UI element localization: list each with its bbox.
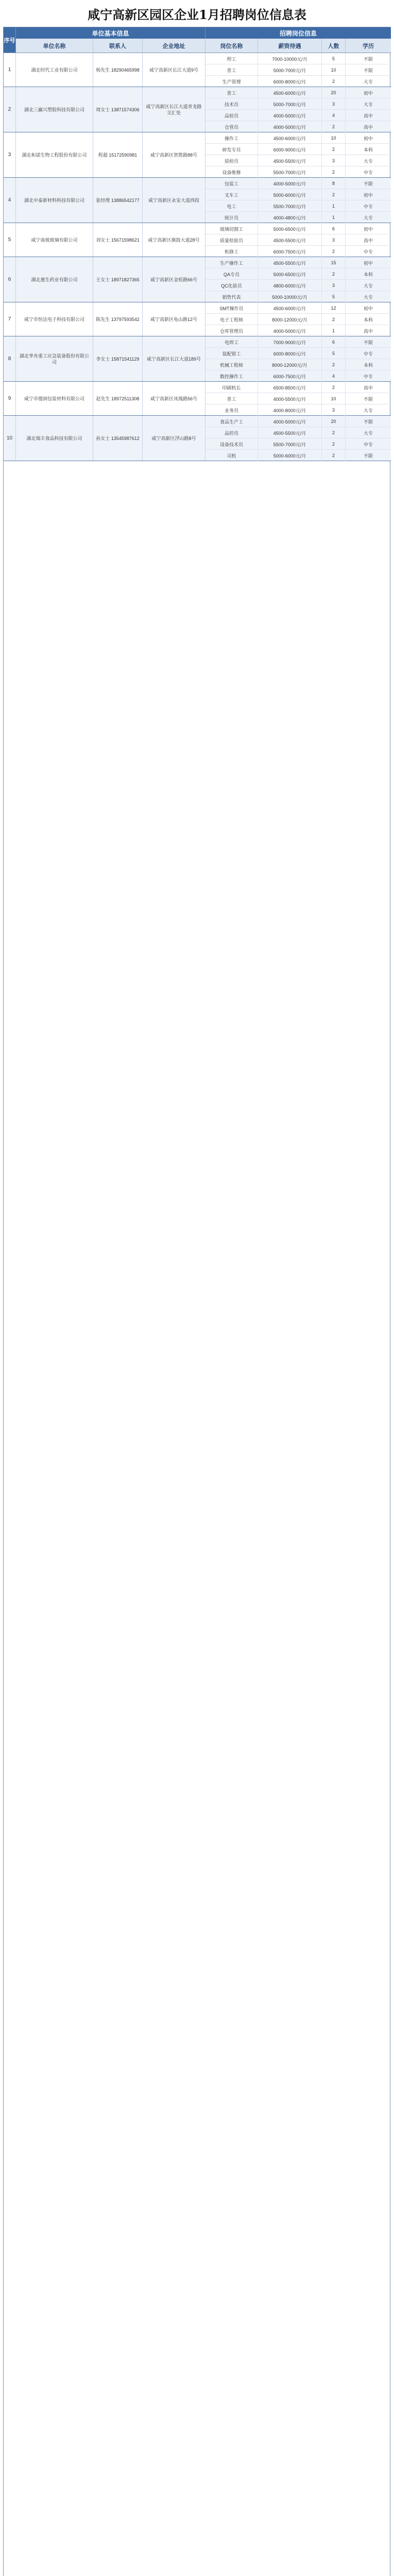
job-salary: 6000-8000元/月 — [258, 348, 322, 359]
job-row — [205, 382, 391, 393]
job-row — [205, 314, 391, 325]
job-headcount: 12 — [322, 302, 346, 314]
company-name: 咸宁市德润包装材料有限公司 — [16, 382, 93, 415]
company-contact: 杨先生 18290465998 — [93, 53, 143, 87]
company-seq: 10 — [4, 416, 16, 461]
company-address: 咸宁高新区贺胜路88号 — [143, 132, 205, 177]
job-position: 印刷机长 — [205, 382, 258, 393]
job-salary: 5000-7000元/月 — [258, 98, 322, 110]
job-headcount: 2 — [322, 189, 346, 200]
job-headcount: 4 — [322, 110, 346, 121]
company-seq: 5 — [4, 223, 16, 257]
job-salary: 7000-9000元/月 — [258, 336, 322, 348]
job-education: 不限 — [363, 67, 373, 73]
job-education: 大专 — [363, 430, 373, 436]
header-jobs-group: 招聘岗位信息 — [205, 27, 391, 39]
recruitment-table — [3, 27, 390, 2576]
company-row — [4, 382, 391, 416]
job-row — [205, 121, 391, 132]
job-row — [205, 336, 391, 348]
job-position: 数控操作工 — [205, 370, 258, 382]
job-row — [205, 438, 391, 450]
company-contact: 李女士 15871541129 — [93, 336, 143, 381]
job-salary: 5000-6500元/月 — [258, 268, 322, 280]
job-position: SMT操作员 — [205, 302, 258, 314]
job-salary: 5500-7000元/月 — [258, 166, 322, 178]
job-education: 不限 — [363, 396, 373, 402]
job-salary: 5000-7000元/月 — [258, 64, 322, 76]
job-position: 品控员 — [205, 427, 258, 438]
job-salary: 6000-7500元/月 — [258, 370, 322, 382]
job-row — [205, 416, 391, 427]
company-row — [4, 257, 391, 302]
company-name: 湖北华舟重工应急装备股份有限公司 — [16, 336, 93, 381]
job-education: 不限 — [363, 340, 373, 345]
job-position: 生产操作工 — [205, 257, 258, 268]
job-row — [205, 325, 391, 336]
job-salary: 5000-6000元/月 — [258, 450, 322, 461]
company-name: 咸宁市恒达电子科技有限公司 — [16, 302, 93, 336]
job-education: 中专 — [363, 374, 373, 379]
job-headcount: 1 — [322, 212, 346, 223]
company-name: 湖北三赢兴塑胶科技有限公司 — [16, 87, 93, 132]
company-row — [4, 223, 391, 257]
job-salary: 6000-8000元/月 — [258, 76, 322, 87]
job-salary: 4500-6000元/月 — [258, 132, 322, 144]
job-row — [205, 200, 391, 212]
job-row — [205, 393, 391, 404]
job-education: 不限 — [363, 56, 373, 62]
job-salary: 5000-6500元/月 — [258, 223, 322, 234]
job-headcount: 1 — [322, 200, 346, 212]
job-row — [205, 132, 391, 144]
job-education: 初中 — [363, 135, 373, 141]
job-headcount: 3 — [322, 155, 346, 166]
job-headcount: 6 — [322, 336, 346, 348]
header-position: 岗位名称 — [205, 39, 258, 53]
job-salary: 4500-6000元/月 — [258, 87, 322, 98]
table-body — [4, 53, 391, 461]
job-salary: 4000-5000元/月 — [258, 178, 322, 189]
job-headcount: 2 — [322, 268, 346, 280]
job-headcount: 2 — [322, 382, 346, 393]
job-position: 机械工程师 — [205, 359, 258, 370]
company-row — [4, 132, 391, 178]
company-seq: 1 — [4, 53, 16, 87]
company-name: 咸宁南玻玻璃有限公司 — [16, 223, 93, 257]
job-position: 生产管理 — [205, 76, 258, 87]
company-address: 咸宁高新区长江大道青龙路交汇处 — [143, 87, 205, 132]
job-position: 焊工 — [205, 53, 258, 64]
job-headcount: 2 — [322, 246, 346, 257]
header-education: 学历 — [346, 39, 391, 53]
job-position: QA专员 — [205, 268, 258, 280]
company-seq: 3 — [4, 132, 16, 177]
job-row — [205, 76, 391, 87]
job-row — [205, 64, 391, 76]
job-headcount: 2 — [322, 121, 346, 132]
job-headcount: 2 — [322, 359, 346, 370]
job-position: 机修工 — [205, 246, 258, 257]
job-position: 研发专员 — [205, 144, 258, 155]
job-headcount: 3 — [322, 234, 346, 246]
company-name: 湖北惠生药业有限公司 — [16, 257, 93, 302]
company-row — [4, 178, 391, 223]
job-position: 操作工 — [205, 132, 258, 144]
job-salary: 4000-4800元/月 — [258, 212, 322, 223]
job-education: 不限 — [363, 453, 373, 459]
job-education: 大专 — [363, 158, 373, 164]
job-education: 本科 — [363, 147, 373, 152]
company-contact: 陈先生 13797593542 — [93, 302, 143, 336]
company-row — [4, 336, 391, 382]
job-salary: 6500-8500元/月 — [258, 382, 322, 393]
job-headcount: 3 — [322, 98, 346, 110]
company-contact: 张经理 13886542177 — [93, 178, 143, 223]
job-education: 中专 — [363, 249, 373, 255]
company-name: 湖北中泰新材料科技有限公司 — [16, 178, 93, 223]
job-salary: 4500-5500元/月 — [258, 427, 322, 438]
company-seq: 4 — [4, 178, 16, 223]
header-address: 企业地址 — [143, 39, 205, 53]
company-address: 咸宁高新区龟山路12号 — [143, 302, 205, 336]
company-address: 咸宁高新区浮山路8号 — [143, 416, 205, 461]
job-position: 质量检验员 — [205, 234, 258, 246]
job-education: 不限 — [363, 419, 373, 425]
job-row — [205, 348, 391, 359]
job-headcount: 2 — [322, 450, 346, 461]
job-salary: 4000-8000元/月 — [258, 404, 322, 416]
job-headcount: 1 — [322, 325, 346, 336]
company-name: 湖北瑞丰食品科技有限公司 — [16, 416, 93, 461]
job-row — [205, 155, 391, 166]
job-headcount: 20 — [322, 416, 346, 427]
header-company-name: 单位名称 — [16, 39, 93, 53]
company-name: 湖北和诺生物工程股份有限公司 — [16, 132, 93, 177]
job-education: 大专 — [363, 215, 373, 221]
job-salary: 4500-5500元/月 — [258, 155, 322, 166]
company-contact: 赵先生 18972511308 — [93, 382, 143, 415]
job-position: 品检员 — [205, 110, 258, 121]
job-salary: 4000-5000元/月 — [258, 110, 322, 121]
job-salary: 6000-7500元/月 — [258, 246, 322, 257]
job-salary: 5500-7000元/月 — [258, 200, 322, 212]
company-row — [4, 53, 391, 87]
job-position: 普工 — [205, 87, 258, 98]
job-salary: 5000-6000元/月 — [258, 189, 322, 200]
job-row — [205, 87, 391, 98]
page-title: 咸宁高新区园区企业1月招聘岗位信息表 — [88, 7, 306, 22]
job-position: 电焊工 — [205, 336, 258, 348]
company-seq: 9 — [4, 382, 16, 415]
job-salary: 4500-5500元/月 — [258, 234, 322, 246]
job-position: 玻璃切割工 — [205, 223, 258, 234]
job-position: QC化验员 — [205, 280, 258, 291]
job-salary: 6000-9000元/月 — [258, 144, 322, 155]
job-row — [205, 53, 391, 64]
job-education: 本科 — [363, 317, 373, 323]
job-row — [205, 370, 391, 382]
job-position: 电子工程师 — [205, 314, 258, 325]
company-contact: 周女士 13871574306 — [93, 87, 143, 132]
job-row — [205, 359, 391, 370]
job-salary: 5500-7000元/月 — [258, 438, 322, 450]
job-position: 电工 — [205, 200, 258, 212]
job-headcount: 2 — [322, 144, 346, 155]
job-salary: 4500-6000元/月 — [258, 302, 322, 314]
job-headcount: 5 — [322, 348, 346, 359]
job-headcount: 10 — [322, 64, 346, 76]
job-education: 不限 — [363, 181, 373, 187]
job-education: 高中 — [363, 124, 373, 130]
job-headcount: 2 — [322, 438, 346, 450]
job-education: 中专 — [363, 204, 373, 209]
job-headcount: 2 — [322, 314, 346, 325]
job-position: 设备维修 — [205, 166, 258, 178]
job-position: 销售代表 — [205, 291, 258, 302]
job-row — [205, 212, 391, 223]
job-education: 大专 — [363, 408, 373, 413]
job-row — [205, 404, 391, 416]
header-seq: 序号 — [4, 27, 16, 53]
job-row — [205, 166, 391, 178]
job-row — [205, 189, 391, 200]
job-row — [205, 302, 391, 314]
job-row — [205, 257, 391, 268]
job-row — [205, 280, 391, 291]
job-education: 初中 — [363, 192, 373, 198]
job-headcount: 2 — [322, 166, 346, 178]
job-position: 业务员 — [205, 404, 258, 416]
job-headcount: 2 — [322, 76, 346, 87]
job-education: 中专 — [363, 442, 373, 447]
job-headcount: 10 — [322, 132, 346, 144]
job-education: 高中 — [363, 238, 373, 243]
company-row — [4, 87, 391, 132]
job-headcount: 3 — [322, 280, 346, 291]
company-name: 湖北时代工业有限公司 — [16, 53, 93, 87]
job-education: 大专 — [363, 101, 373, 107]
job-row — [205, 291, 391, 302]
job-education: 中专 — [363, 351, 373, 357]
job-education: 大专 — [363, 294, 373, 300]
job-education: 初中 — [363, 226, 373, 232]
job-headcount: 3 — [322, 404, 346, 416]
job-row — [205, 223, 391, 234]
job-headcount: 6 — [322, 223, 346, 234]
job-position: 食品生产工 — [205, 416, 258, 427]
company-seq: 2 — [4, 87, 16, 132]
company-row — [4, 416, 391, 461]
job-education: 大专 — [363, 79, 373, 84]
job-position: 普工 — [205, 64, 258, 76]
job-headcount: 15 — [322, 257, 346, 268]
job-position: 技术员 — [205, 98, 258, 110]
job-salary: 4000-5000元/月 — [258, 325, 322, 336]
job-education: 高中 — [363, 385, 373, 391]
job-row — [205, 234, 391, 246]
company-seq: 7 — [4, 302, 16, 336]
job-education: 高中 — [363, 328, 373, 334]
job-row — [205, 110, 391, 121]
job-position: 仓管员 — [205, 121, 258, 132]
company-address: 咸宁高新区金桂路66号 — [143, 257, 205, 302]
header-contact: 联系人 — [93, 39, 143, 53]
job-position: 普工 — [205, 393, 258, 404]
job-row — [205, 450, 391, 461]
job-salary: 4800-6000元/月 — [258, 280, 322, 291]
job-position: 质检员 — [205, 155, 258, 166]
company-contact: 程超 15172590981 — [93, 132, 143, 177]
job-salary: 4000-5000元/月 — [258, 121, 322, 132]
job-headcount: 5 — [322, 53, 346, 64]
job-row — [205, 246, 391, 257]
job-position: 包装工 — [205, 178, 258, 189]
job-row — [205, 144, 391, 155]
job-headcount: 2 — [322, 427, 346, 438]
job-row — [205, 178, 391, 189]
company-contact: 刘女士 15671598621 — [93, 223, 143, 257]
job-salary: 4500-5500元/月 — [258, 257, 322, 268]
company-seq: 8 — [4, 336, 16, 381]
job-education: 本科 — [363, 362, 373, 368]
job-education: 初中 — [363, 306, 373, 311]
job-headcount: 20 — [322, 87, 346, 98]
header-company-group: 单位基本信息 — [16, 27, 205, 39]
job-salary: 7000-10000元/月 — [258, 53, 322, 64]
company-address: 咸宁高新区凤凰路56号 — [143, 382, 205, 415]
job-headcount: 5 — [322, 291, 346, 302]
job-position: 统计员 — [205, 212, 258, 223]
job-education: 本科 — [363, 272, 373, 277]
job-salary: 8000-12000元/月 — [258, 359, 322, 370]
job-salary: 8000-12000元/月 — [258, 314, 322, 325]
job-salary: 5000-10000元/月 — [258, 291, 322, 302]
job-headcount: 8 — [322, 178, 346, 189]
job-row — [205, 427, 391, 438]
company-address: 咸宁高新区长江大道189号 — [143, 336, 205, 381]
company-contact: 王女士 18971827365 — [93, 257, 143, 302]
job-position: 设备技术员 — [205, 438, 258, 450]
job-position: 司机 — [205, 450, 258, 461]
header-headcount: 人数 — [322, 39, 346, 53]
job-row — [205, 268, 391, 280]
job-row — [205, 98, 391, 110]
job-education: 中专 — [363, 170, 373, 175]
job-headcount: 4 — [322, 370, 346, 382]
job-education: 高中 — [363, 113, 373, 118]
company-address: 咸宁高新区长江大道9号 — [143, 53, 205, 87]
job-education: 初中 — [363, 90, 373, 96]
company-seq: 6 — [4, 257, 16, 302]
company-row — [4, 302, 391, 336]
job-position: 装配钳工 — [205, 348, 258, 359]
company-address: 咸宁高新区旗鼓大道28号 — [143, 223, 205, 257]
job-position: 仓库管理员 — [205, 325, 258, 336]
company-contact: 孙女士 13545987612 — [93, 416, 143, 461]
header-salary: 薪资待遇 — [258, 39, 322, 53]
job-education: 大专 — [363, 283, 373, 289]
company-address: 咸宁高新区永安大道西段 — [143, 178, 205, 223]
job-education: 初中 — [363, 260, 373, 266]
job-position: 叉车工 — [205, 189, 258, 200]
job-salary: 4000-5000元/月 — [258, 416, 322, 427]
job-headcount: 10 — [322, 393, 346, 404]
job-salary: 4000-5500元/月 — [258, 393, 322, 404]
